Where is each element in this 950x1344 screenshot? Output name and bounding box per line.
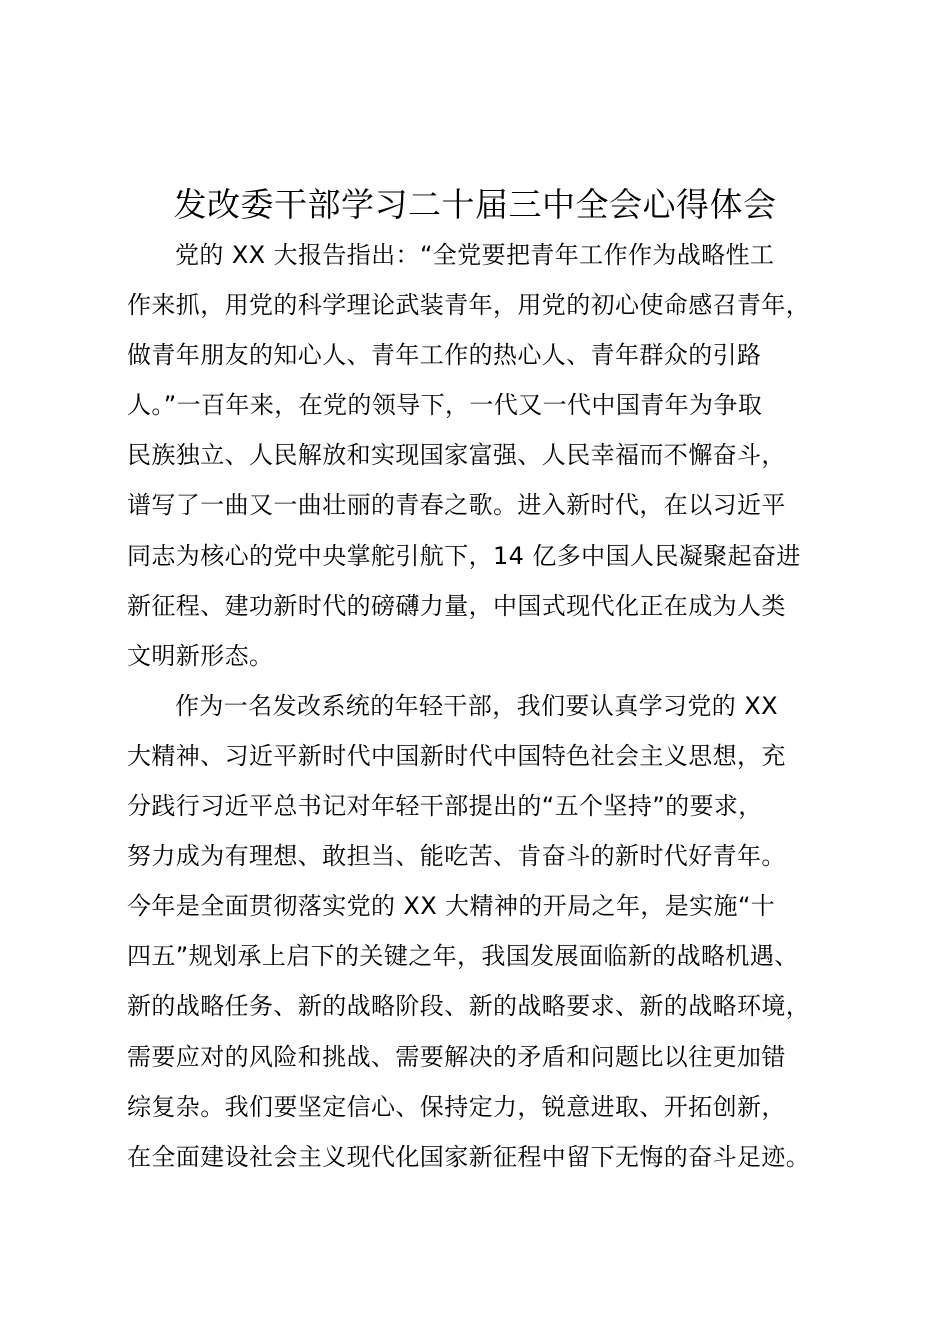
text-line: 今年是全面贯彻落实党的 XX 大精神的开局之年，是实施“十 bbox=[127, 892, 776, 921]
text-line: 作为一名发改系统的年轻干部，我们要认真学习党的 XX bbox=[175, 691, 778, 720]
text-line: 作来抓，用党的科学理论武装青年，用党的初心使命感召青年， bbox=[127, 291, 811, 320]
text-line: 谱写了一曲又一曲壮丽的青春之歌。进入新时代，在以习近平 bbox=[127, 491, 786, 520]
text-line: 四五”规划承上启下的关键之年，我国发展面临新的战略机遇、 bbox=[127, 942, 799, 971]
text-line: 需要应对的风险和挑战、需要解决的矛盾和问题比以往更加错 bbox=[127, 1042, 786, 1071]
text-line: 努力成为有理想、敢担当、能吃苦、肯奋斗的新时代好青年。 bbox=[127, 842, 786, 871]
text-line: 在全面建设社会主义现代化国家新征程中留下无悔的奋斗足迹。 bbox=[127, 1142, 811, 1171]
text-line: 综复杂。我们要坚定信心、保持定力，锐意进取、开拓创新， bbox=[127, 1092, 786, 1121]
text-line: 分践行习近平总书记对年轻干部提出的“五个坚持”的要求， bbox=[127, 792, 763, 821]
text-line: 新征程、建功新时代的磅礴力量，中国式现代化正在成为人类 bbox=[127, 591, 786, 620]
text-line: 同志为核心的党中央掌舵引航下，14 亿多中国人民凝聚起奋进 bbox=[127, 541, 801, 570]
text-line: 党的 XX 大报告指出：“全党要把青年工作作为战略性工 bbox=[175, 241, 775, 269]
document-body bbox=[127, 230, 847, 1182]
paragraph-2 bbox=[127, 681, 847, 1182]
text-line: 做青年朋友的知心人、青年工作的热心人、青年群众的引路 bbox=[127, 341, 762, 370]
text-line: 人。”一百年来，在党的领导下，一代又一代中国青年为争取 bbox=[127, 391, 763, 420]
text-line: 新的战略任务、新的战略阶段、新的战略要求、新的战略环境， bbox=[127, 992, 811, 1021]
paragraph-1 bbox=[127, 230, 847, 681]
text-line: 文明新形态。 bbox=[127, 641, 274, 670]
document-title: 发改委干部学习二十届三中全会心得体会 bbox=[173, 185, 777, 224]
text-line: 民族独立、人民解放和实现国家富强、人民幸福而不懈奋斗， bbox=[127, 441, 786, 470]
text-line: 大精神、习近平新时代中国新时代中国特色社会主义思想，充 bbox=[127, 741, 786, 770]
